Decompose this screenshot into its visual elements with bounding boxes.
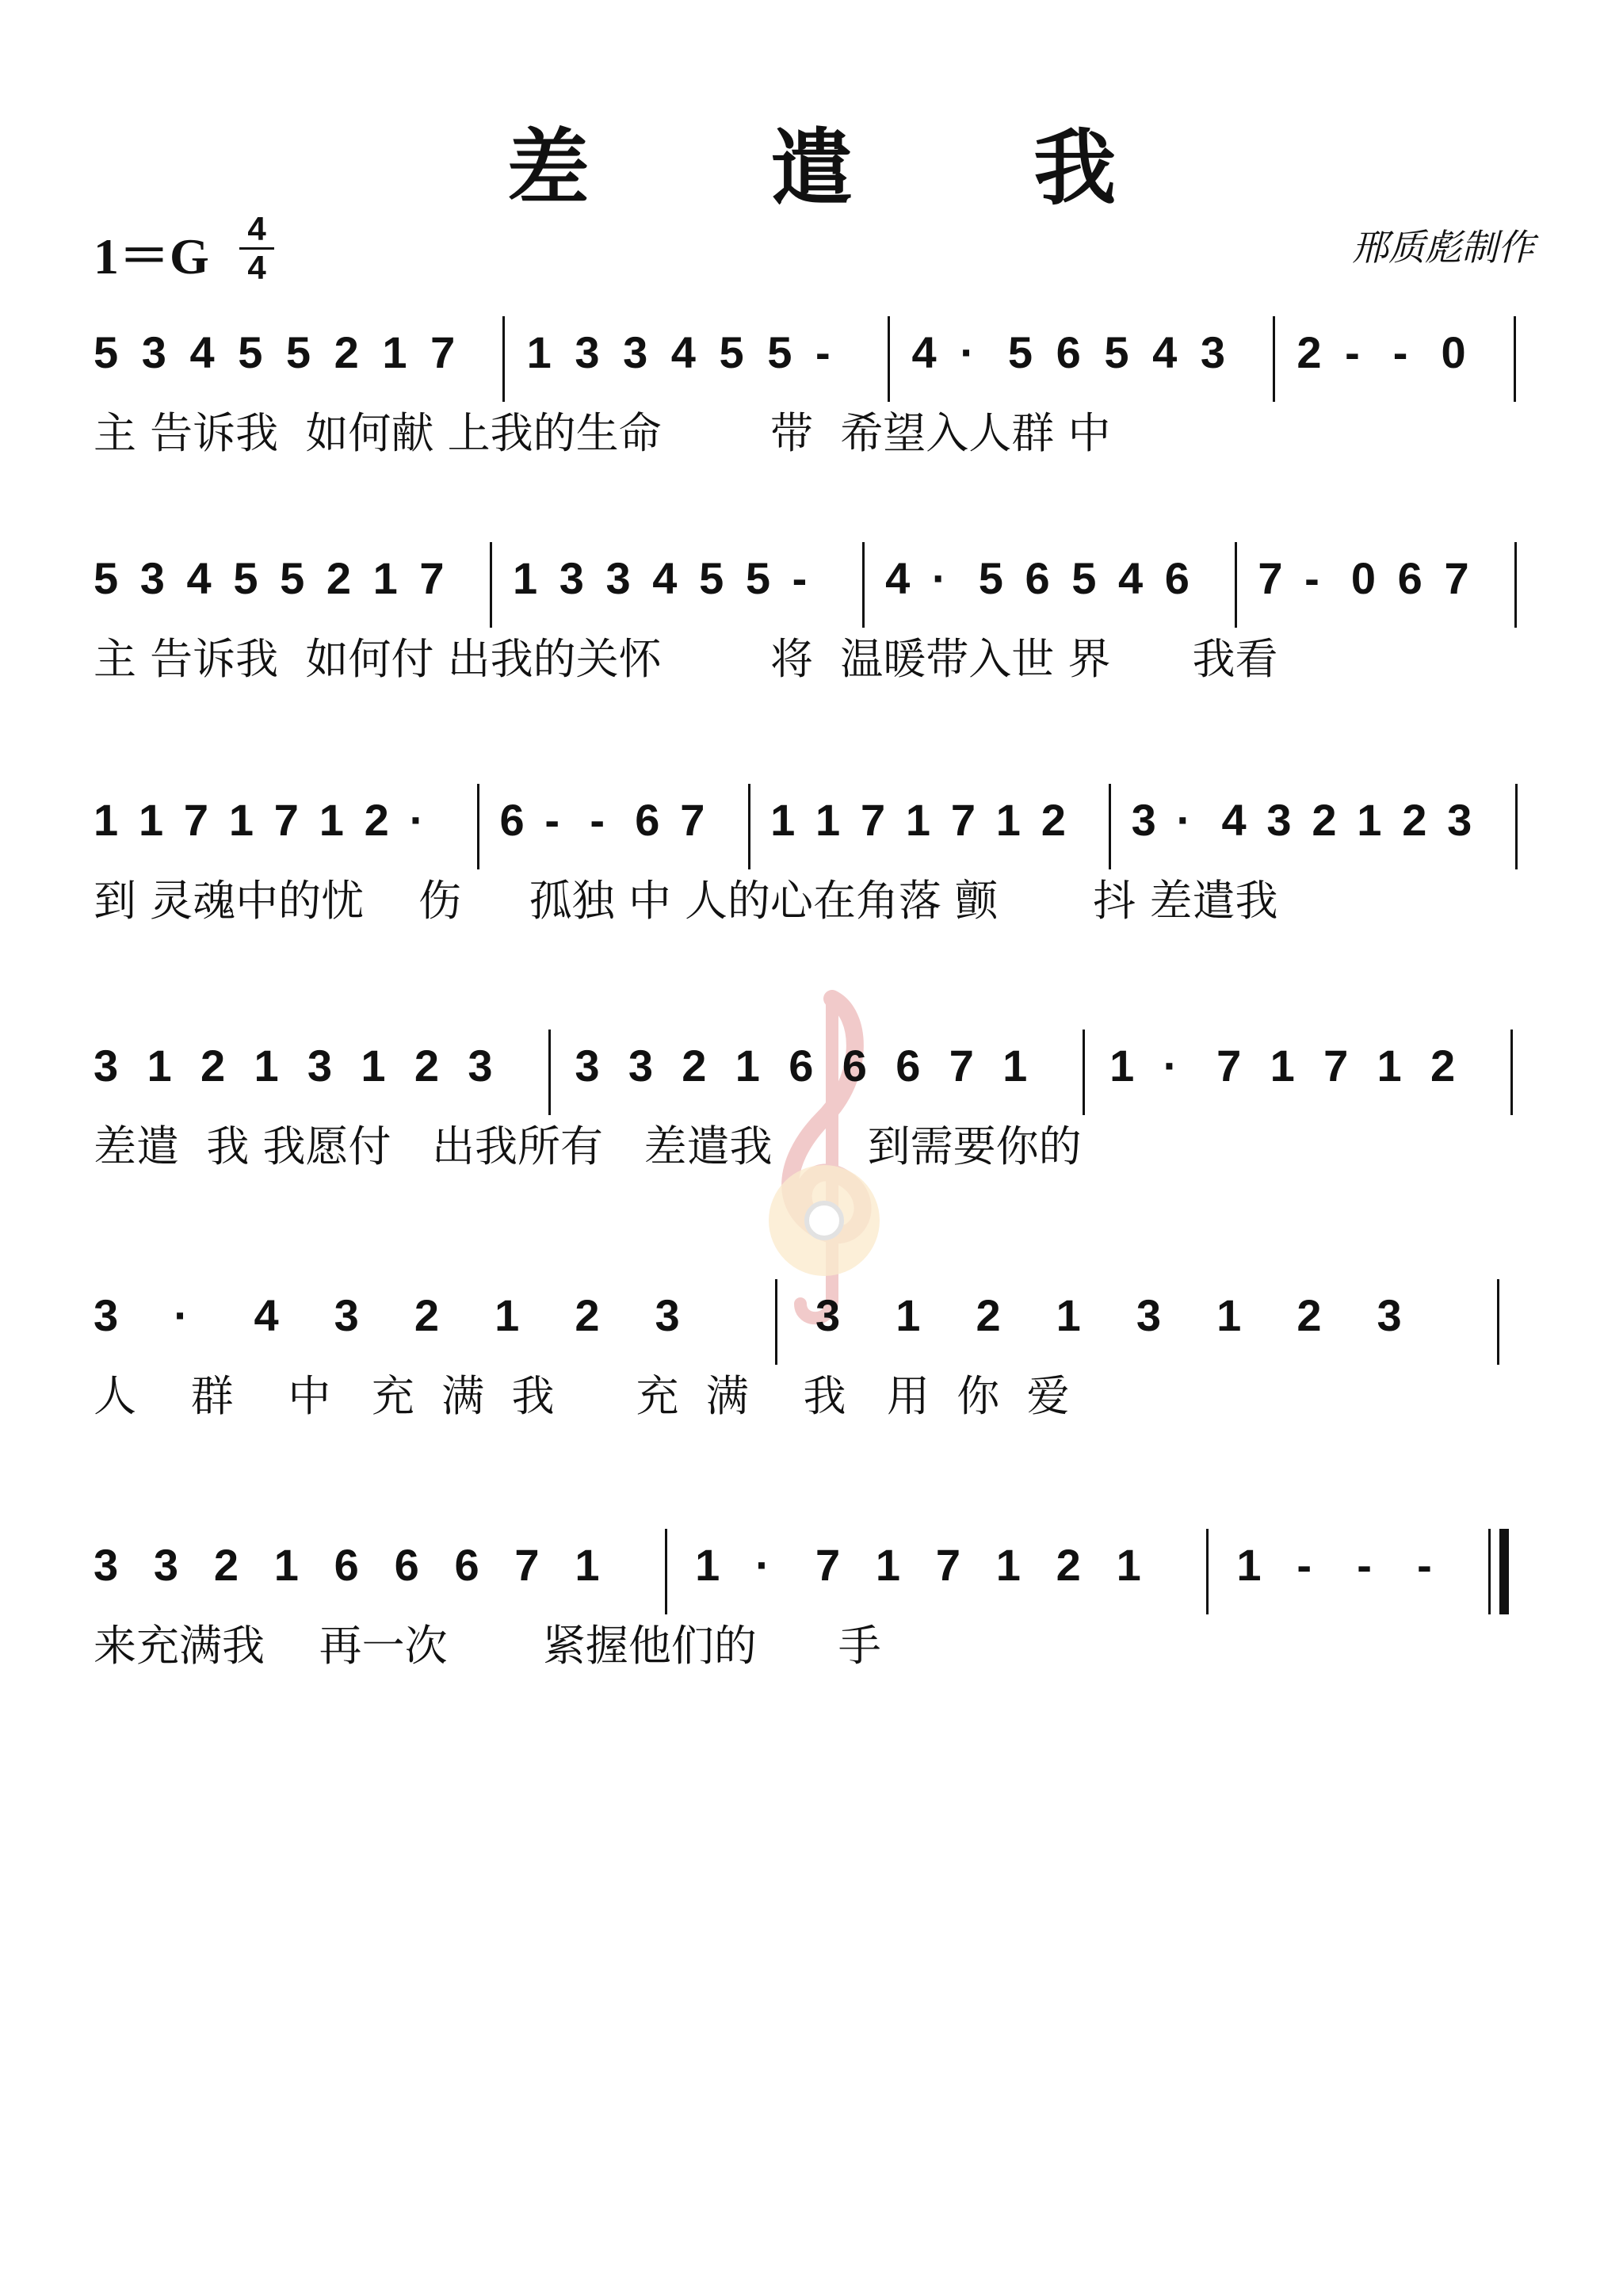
note-numeral: 1 [815, 795, 841, 845]
note-numeral: 4 [885, 553, 911, 603]
score-line [0, 313, 1623, 519]
note-numeral: 5 [238, 327, 263, 377]
note-numeral: 2 [334, 327, 359, 377]
score-line [0, 539, 1623, 745]
note-numeral: 4 [1152, 327, 1178, 377]
note-numeral: 1 [1357, 795, 1382, 845]
note-numeral: 1 [273, 1540, 299, 1590]
note-numeral: 6 [1056, 327, 1081, 377]
note-numeral: 1 [147, 1041, 172, 1091]
note-numeral: 1 [254, 1041, 279, 1091]
note-numeral: 0 [1350, 553, 1377, 603]
note-numeral: 3 [575, 327, 600, 377]
note-numeral: 3 [575, 1041, 600, 1091]
score-line [0, 781, 1623, 987]
bar-line [1515, 784, 1518, 869]
time-signature [239, 212, 274, 285]
bar-line [490, 542, 492, 628]
note-numeral: 6 [842, 1041, 867, 1091]
bar-line [1488, 1529, 1491, 1614]
note-numeral: 5 [233, 553, 258, 603]
bar-line [1514, 316, 1516, 402]
note-numeral: 3 [623, 327, 648, 377]
note-numeral: 2 [213, 1540, 239, 1590]
augmentation-dot: · [931, 553, 947, 603]
note-numeral: 5 [285, 327, 311, 377]
note-numeral: 1 [695, 1540, 720, 1590]
note-numeral: 7 [183, 795, 209, 845]
note-row [94, 781, 1537, 868]
note-numeral: 3 [655, 1290, 680, 1340]
dash-extension: - [1304, 553, 1319, 603]
note-numeral: 6 [499, 795, 525, 845]
lyric-text: 来充满我 再一次 紧握他们的 手 [94, 1621, 881, 1671]
note-numeral: 7 [1216, 1041, 1242, 1091]
lyric-text: 人 群 中 充 满 我 充 满 我 用 你 爱 [94, 1371, 1070, 1421]
note-numeral: 1 [138, 795, 164, 845]
bar-line [888, 316, 890, 402]
meter-bottom: 4 [247, 249, 266, 286]
note-numeral: 7 [950, 795, 976, 845]
note-row [94, 1276, 1537, 1363]
note-numeral: 1 [995, 795, 1021, 845]
bar-line [665, 1529, 667, 1614]
note-numeral: 3 [94, 1041, 119, 1091]
bar-line [477, 784, 479, 869]
note-numeral: 2 [1312, 795, 1337, 845]
lyrics-row [94, 1115, 1537, 1186]
note-numeral: 5 [94, 553, 119, 603]
dash-extension: - [590, 795, 605, 845]
bar-line [1497, 1279, 1499, 1365]
note-numeral: 7 [935, 1540, 960, 1590]
augmentation-dot: · [1176, 795, 1192, 845]
note-numeral: 4 [1221, 795, 1247, 845]
note-numeral: 3 [468, 1041, 493, 1091]
note-numeral: 1 [94, 795, 119, 845]
note-numeral: 7 [860, 795, 886, 845]
dash-extension: - [1357, 1540, 1372, 1590]
score-line [0, 1276, 1623, 1482]
note-numeral: 2 [575, 1290, 600, 1340]
augmentation-dot: · [1163, 1041, 1178, 1091]
note-numeral: 2 [976, 1290, 1001, 1340]
note-numeral: 1 [995, 1540, 1021, 1590]
meter-top: 4 [247, 210, 266, 247]
note-numeral: 1 [512, 553, 538, 603]
note-row [94, 313, 1537, 400]
bar-line [862, 542, 865, 628]
bar-line [748, 784, 750, 869]
note-numeral: 3 [1377, 1290, 1402, 1340]
note-numeral: 2 [200, 1041, 226, 1091]
bar-line [1235, 542, 1237, 628]
note-numeral: 1 [1236, 1540, 1262, 1590]
note-numeral: 1 [896, 1290, 921, 1340]
lyrics-row [94, 869, 1537, 941]
note-numeral: 3 [605, 553, 631, 603]
note-numeral: 3 [1447, 795, 1472, 845]
note-numeral: 1 [770, 795, 796, 845]
note-numeral: 5 [94, 327, 119, 377]
augmentation-dot: · [409, 795, 425, 845]
note-numeral: 3 [1266, 795, 1292, 845]
note-numeral: 1 [1270, 1041, 1295, 1091]
dash-extension: - [544, 795, 560, 845]
final-bar-line [1499, 1529, 1509, 1614]
note-numeral: 7 [1444, 553, 1469, 603]
note-numeral: 3 [153, 1540, 179, 1590]
note-numeral: 1 [905, 795, 931, 845]
note-numeral: 6 [394, 1540, 419, 1590]
note-numeral: 3 [334, 1290, 359, 1340]
lyric-text: 主 告诉我 如何付 出我的关怀 将 温暖带入世 界 我看 [94, 634, 1278, 684]
note-numeral: 5 [1104, 327, 1129, 377]
note-numeral: 2 [1296, 327, 1322, 377]
note-numeral: 4 [189, 327, 215, 377]
note-numeral: 7 [1258, 553, 1283, 603]
note-numeral: 5 [719, 327, 744, 377]
bar-line [1083, 1030, 1085, 1115]
note-numeral: 5 [978, 553, 1003, 603]
note-numeral: 6 [896, 1041, 921, 1091]
lyric-text: 主 告诉我 如何献 上我的生命 带 希望入人群 中 [94, 408, 1111, 458]
note-numeral: 5 [699, 553, 724, 603]
note-numeral: 2 [1041, 795, 1066, 845]
note-numeral: 3 [1131, 795, 1156, 845]
note-numeral: 3 [815, 1290, 841, 1340]
bar-line [548, 1030, 551, 1115]
dash-extension: - [1296, 1540, 1312, 1590]
note-numeral: 1 [1056, 1290, 1081, 1340]
lyric-text: 到 灵魂中的忧 伤 孤独 中 人的心在角落 颤 抖 差遣我 [94, 876, 1278, 926]
note-numeral: 3 [94, 1290, 119, 1340]
note-numeral: 1 [1002, 1041, 1028, 1091]
note-numeral: 4 [254, 1290, 279, 1340]
note-numeral: 1 [875, 1540, 901, 1590]
note-numeral: 2 [326, 553, 352, 603]
note-numeral: 0 [1441, 327, 1466, 377]
bar-line [1206, 1529, 1209, 1614]
note-row [94, 539, 1537, 626]
note-numeral: 1 [228, 795, 254, 845]
note-numeral: 2 [1056, 1540, 1081, 1590]
note-numeral: 2 [1296, 1290, 1322, 1340]
note-numeral: 6 [334, 1540, 359, 1590]
note-numeral: 1 [735, 1041, 760, 1091]
key-signature: 1＝G [94, 228, 209, 285]
note-numeral: 2 [1402, 795, 1427, 845]
dash-extension: - [792, 553, 808, 603]
lyrics-row [94, 1365, 1537, 1436]
bar-line [1510, 1030, 1513, 1115]
note-numeral: 5 [767, 327, 792, 377]
lyric-text: 差遣 我 我愿付 出我所有 差遣我 到需要你的 [94, 1121, 1082, 1171]
note-numeral: 6 [789, 1041, 814, 1091]
note-numeral: 3 [559, 553, 584, 603]
note-row [94, 1026, 1537, 1114]
credit-text: 邢质彪制作 [1352, 226, 1534, 269]
augmentation-dot: · [755, 1540, 770, 1590]
note-numeral: 7 [430, 327, 456, 377]
note-numeral: 6 [1397, 553, 1423, 603]
note-numeral: 7 [1323, 1041, 1349, 1091]
note-numeral: 7 [419, 553, 445, 603]
note-numeral: 1 [575, 1540, 600, 1590]
note-numeral: 1 [361, 1041, 386, 1091]
augmentation-dot: · [174, 1290, 189, 1340]
augmentation-dot: · [960, 327, 975, 377]
note-numeral: 1 [1109, 1041, 1135, 1091]
note-numeral: 7 [514, 1540, 540, 1590]
note-numeral: 1 [319, 795, 344, 845]
note-numeral: 3 [307, 1041, 333, 1091]
bar-line [775, 1279, 777, 1365]
note-numeral: 5 [1071, 553, 1097, 603]
note-numeral: 7 [949, 1041, 974, 1091]
note-numeral: 2 [364, 795, 389, 845]
bar-line [1514, 542, 1517, 628]
note-numeral: 7 [273, 795, 299, 845]
dash-extension: - [1417, 1540, 1432, 1590]
note-numeral: 3 [139, 553, 165, 603]
note-numeral: 3 [628, 1041, 653, 1091]
note-numeral: 6 [454, 1540, 479, 1590]
note-numeral: 3 [1200, 327, 1226, 377]
note-numeral: 2 [682, 1041, 707, 1091]
note-numeral: 1 [526, 327, 552, 377]
note-numeral: 1 [382, 327, 407, 377]
note-numeral: 4 [670, 327, 696, 377]
note-numeral: 5 [280, 553, 305, 603]
note-numeral: 6 [635, 795, 660, 845]
note-numeral: 5 [1007, 327, 1033, 377]
note-numeral: 4 [186, 553, 212, 603]
note-numeral: 2 [1430, 1041, 1456, 1091]
score-title: 差 遣 我 [506, 119, 1193, 216]
note-numeral: 5 [745, 553, 770, 603]
bar-line [1273, 316, 1275, 402]
score-line [0, 1026, 1623, 1232]
lyrics-row [94, 402, 1537, 473]
note-numeral: 4 [911, 327, 937, 377]
note-numeral: 6 [1025, 553, 1050, 603]
note-numeral: 7 [680, 795, 705, 845]
score-line [0, 1526, 1623, 1732]
note-numeral: 3 [141, 327, 166, 377]
note-numeral: 4 [1118, 553, 1144, 603]
note-numeral: 6 [1164, 553, 1190, 603]
dash-extension: - [815, 327, 831, 377]
bar-line [502, 316, 505, 402]
note-numeral: 2 [414, 1290, 440, 1340]
note-numeral: 1 [1377, 1041, 1402, 1091]
note-numeral: 2 [414, 1041, 440, 1091]
bar-line [1109, 784, 1111, 869]
dash-extension: - [1345, 327, 1360, 377]
note-numeral: 3 [94, 1540, 119, 1590]
note-numeral: 7 [815, 1540, 841, 1590]
note-numeral: 1 [372, 553, 398, 603]
dash-extension: - [1392, 327, 1408, 377]
note-numeral: 3 [1136, 1290, 1162, 1340]
note-numeral: 4 [652, 553, 678, 603]
note-numeral: 1 [1116, 1540, 1141, 1590]
note-numeral: 1 [495, 1290, 520, 1340]
lyrics-row [94, 628, 1537, 699]
note-row [94, 1526, 1537, 1613]
note-numeral: 1 [1216, 1290, 1242, 1340]
lyrics-row [94, 1614, 1537, 1686]
